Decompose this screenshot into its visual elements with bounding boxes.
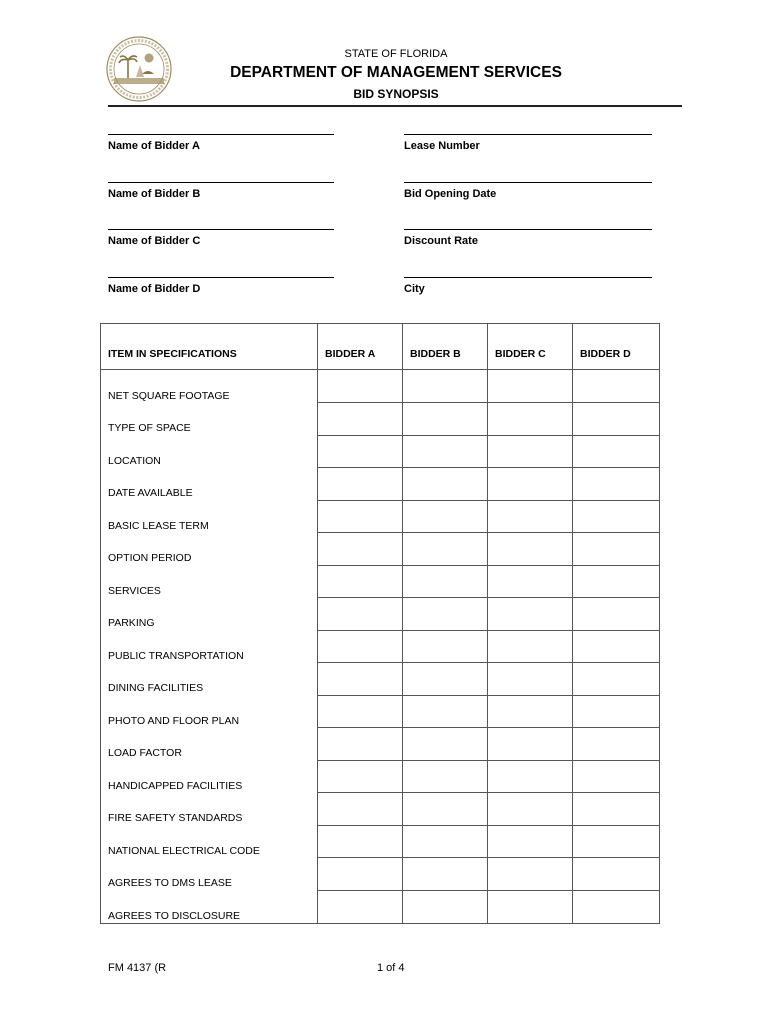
table-row: [101, 890, 660, 923]
bidder-b-cell[interactable]: [403, 663, 488, 696]
bidder-a-cell[interactable]: [318, 728, 403, 761]
bidder-c-cell[interactable]: [488, 793, 573, 826]
bidder-c-cell[interactable]: [488, 728, 573, 761]
bidder-b-cell[interactable]: [403, 435, 488, 468]
bidder-d-cell[interactable]: [573, 630, 660, 663]
bidder-b-label: Name of Bidder B: [108, 188, 201, 200]
lease-number-label: Lease Number: [404, 140, 480, 152]
bidder-d-cell[interactable]: [573, 825, 660, 858]
lease-number-field[interactable]: [404, 134, 652, 152]
bid-opening-date-input[interactable]: [404, 182, 652, 183]
bidder-a-cell[interactable]: [318, 468, 403, 501]
spec-item-label: PUBLIC TRANSPORTATION: [101, 630, 318, 663]
bidder-c-cell[interactable]: [488, 533, 573, 566]
table-row: [101, 468, 660, 501]
table-row: [101, 533, 660, 566]
bidder-a-cell[interactable]: [318, 760, 403, 793]
bidder-d-cell[interactable]: [573, 533, 660, 566]
lease-number-input[interactable]: [404, 134, 652, 135]
bidder-d-cell[interactable]: [573, 663, 660, 696]
bidder-d-field[interactable]: [108, 277, 334, 295]
bidder-b-cell[interactable]: [403, 630, 488, 663]
bidder-c-cell[interactable]: [488, 630, 573, 663]
bidder-c-cell[interactable]: [488, 890, 573, 923]
spec-item-label: FIRE SAFETY STANDARDS: [101, 793, 318, 826]
bidder-a-cell[interactable]: [318, 565, 403, 598]
bidder-b-cell[interactable]: [403, 598, 488, 631]
bidder-d-cell[interactable]: [573, 760, 660, 793]
bidder-c-field[interactable]: [108, 229, 334, 247]
spec-item-label: SERVICES: [101, 565, 318, 598]
table-row: [101, 565, 660, 598]
bidder-b-cell[interactable]: [403, 565, 488, 598]
table-row: [101, 793, 660, 826]
header-bidder-c: BIDDER C: [488, 324, 573, 370]
page-number: 1 of 4: [377, 962, 405, 974]
bidder-d-cell[interactable]: [573, 858, 660, 891]
bid-synopsis-table: [100, 323, 660, 924]
bidder-c-cell[interactable]: [488, 663, 573, 696]
bidder-a-cell[interactable]: [318, 500, 403, 533]
bidder-d-cell[interactable]: [573, 728, 660, 761]
bidder-a-cell[interactable]: [318, 630, 403, 663]
bidder-c-cell[interactable]: [488, 435, 573, 468]
spec-item-label: AGREES TO DISCLOSURE: [101, 890, 318, 923]
discount-rate-field[interactable]: [404, 229, 652, 247]
bidder-c-cell[interactable]: [488, 500, 573, 533]
bidder-b-cell[interactable]: [403, 858, 488, 891]
spec-item-label: OPTION PERIOD: [101, 533, 318, 566]
table-row: [101, 630, 660, 663]
spec-item-label: TYPE OF SPACE: [101, 403, 318, 436]
table-row: [101, 858, 660, 891]
bidder-b-input[interactable]: [108, 182, 334, 183]
spec-item-label: NATIONAL ELECTRICAL CODE: [101, 825, 318, 858]
bidder-a-cell[interactable]: [318, 370, 403, 403]
table-row: [101, 663, 660, 696]
state-heading: STATE OF FLORIDA: [344, 48, 448, 60]
spec-item-label: LOCATION: [101, 435, 318, 468]
header-bidder-d: BIDDER D: [573, 324, 660, 370]
discount-rate-label: Discount Rate: [404, 235, 478, 247]
header-bidder-a: BIDDER A: [318, 324, 403, 370]
city-label: City: [404, 283, 425, 295]
bidder-d-label: Name of Bidder D: [108, 283, 201, 295]
city-input[interactable]: [404, 277, 652, 278]
table-row: [101, 370, 660, 403]
bidder-d-cell[interactable]: [573, 598, 660, 631]
spec-item-label: BASIC LEASE TERM: [101, 500, 318, 533]
discount-rate-input[interactable]: [404, 229, 652, 230]
spec-item-label: HANDICAPPED FACILITIES: [101, 760, 318, 793]
bidder-c-cell[interactable]: [488, 825, 573, 858]
table-row: [101, 760, 660, 793]
bidder-c-cell[interactable]: [488, 858, 573, 891]
department-heading: DEPARTMENT OF MANAGEMENT SERVICES: [230, 64, 562, 81]
bidder-d-cell[interactable]: [573, 890, 660, 923]
document-title: BID SYNOPSIS: [353, 87, 439, 101]
bidder-a-field[interactable]: [108, 134, 334, 152]
bidder-c-cell[interactable]: [488, 370, 573, 403]
bidder-d-cell[interactable]: [573, 403, 660, 436]
bidder-b-cell[interactable]: [403, 793, 488, 826]
form-number: FM 4137 (R: [108, 962, 167, 974]
header-item-specifications: ITEM IN SPECIFICATIONS: [101, 324, 318, 370]
table-header-row: [101, 324, 660, 370]
bidder-a-cell[interactable]: [318, 695, 403, 728]
bidder-b-cell[interactable]: [403, 890, 488, 923]
bid-opening-date-label: Bid Opening Date: [404, 188, 497, 200]
table-row: [101, 695, 660, 728]
header-bidder-b: BIDDER B: [403, 324, 488, 370]
table-row: [101, 825, 660, 858]
bidder-b-cell[interactable]: [403, 403, 488, 436]
bidder-a-cell[interactable]: [318, 533, 403, 566]
bidder-a-cell[interactable]: [318, 663, 403, 696]
bidder-b-cell[interactable]: [403, 533, 488, 566]
bidder-b-cell[interactable]: [403, 760, 488, 793]
bidder-d-cell[interactable]: [573, 695, 660, 728]
bidder-c-label: Name of Bidder C: [108, 235, 201, 247]
spec-item-label: AGREES TO DMS LEASE: [101, 858, 318, 891]
bidder-d-cell[interactable]: [573, 468, 660, 501]
bidder-c-cell[interactable]: [488, 695, 573, 728]
bidder-a-cell[interactable]: [318, 858, 403, 891]
spec-item-label: DINING FACILITIES: [101, 663, 318, 696]
bidder-b-cell[interactable]: [403, 468, 488, 501]
spec-item-label: PARKING: [101, 598, 318, 631]
bidder-a-label: Name of Bidder A: [108, 140, 200, 152]
bidder-c-input[interactable]: [108, 229, 334, 230]
spec-item-label: LOAD FACTOR: [101, 728, 318, 761]
bidder-a-cell[interactable]: [318, 890, 403, 923]
bidder-c-cell[interactable]: [488, 598, 573, 631]
bidder-d-cell[interactable]: [573, 500, 660, 533]
bidder-d-cell[interactable]: [573, 435, 660, 468]
city-field[interactable]: [404, 277, 652, 295]
bidder-b-cell[interactable]: [403, 370, 488, 403]
bidder-a-cell[interactable]: [318, 598, 403, 631]
table-row: [101, 403, 660, 436]
bidder-c-cell[interactable]: [488, 565, 573, 598]
bidder-a-cell[interactable]: [318, 435, 403, 468]
bidder-a-input[interactable]: [108, 134, 334, 135]
bidder-b-cell[interactable]: [403, 695, 488, 728]
table-row: [101, 598, 660, 631]
bidder-a-cell[interactable]: [318, 793, 403, 826]
bidder-d-cell[interactable]: [573, 793, 660, 826]
table-row: [101, 728, 660, 761]
spec-item-label: PHOTO AND FLOOR PLAN: [101, 695, 318, 728]
bidder-d-cell[interactable]: [573, 565, 660, 598]
bidder-b-cell[interactable]: [403, 825, 488, 858]
bidder-a-cell[interactable]: [318, 403, 403, 436]
table-row: [101, 500, 660, 533]
spec-item-label: NET SQUARE FOOTAGE: [101, 370, 318, 403]
bidder-c-cell[interactable]: [488, 403, 573, 436]
bidder-c-cell[interactable]: [488, 468, 573, 501]
bidder-d-input[interactable]: [108, 277, 334, 278]
bidder-b-cell[interactable]: [403, 500, 488, 533]
table-row: [101, 435, 660, 468]
bidder-a-cell[interactable]: [318, 825, 403, 858]
header-divider: [108, 105, 682, 107]
bidder-c-cell[interactable]: [488, 760, 573, 793]
bid-opening-date-field[interactable]: [404, 182, 652, 200]
bidder-b-cell[interactable]: [403, 728, 488, 761]
spec-item-label: DATE AVAILABLE: [101, 468, 318, 501]
bidder-b-field[interactable]: [108, 182, 334, 200]
bidder-d-cell[interactable]: [573, 370, 660, 403]
